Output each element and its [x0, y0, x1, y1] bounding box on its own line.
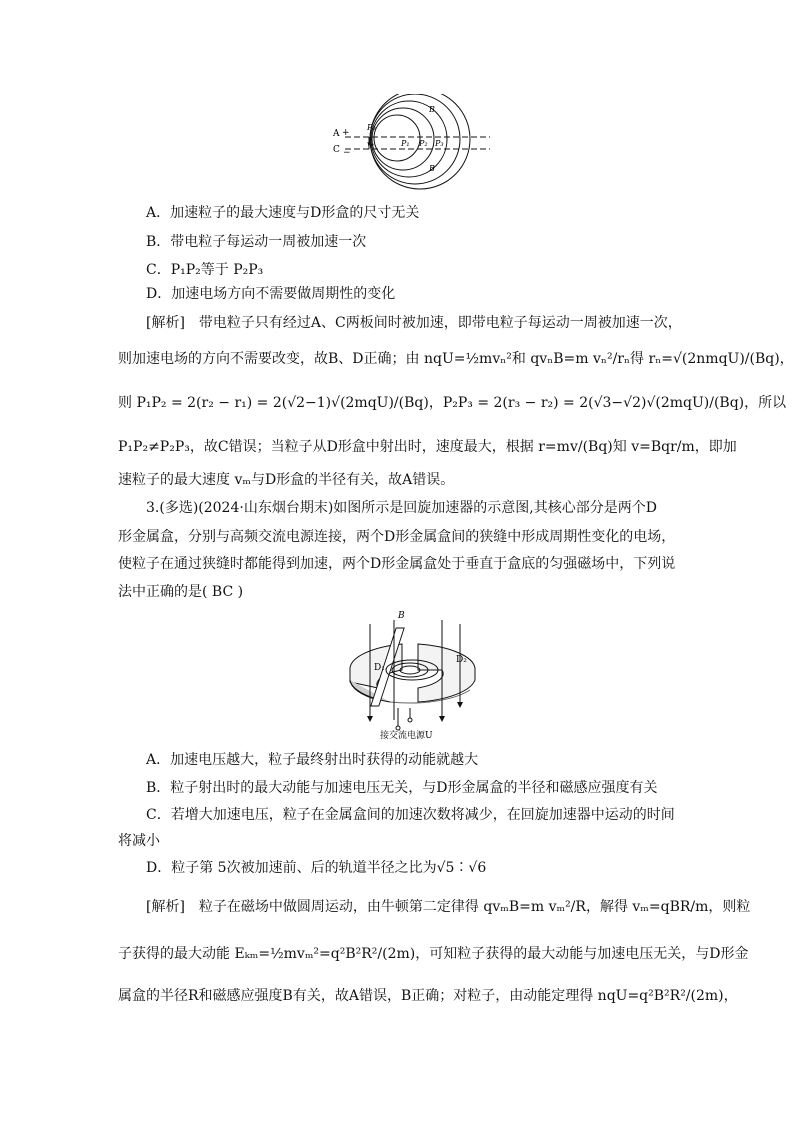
q2-analysis-line-2: 则加速电场的方向不需要改变，故B、D正确；由 nqU=½mvₙ²和 qvₙB=m vₙ²/rₙ得 rₙ=√(2nmqU)/(Bq)， — [118, 351, 794, 367]
arrow-3 — [457, 702, 463, 708]
arrow-2 — [439, 716, 445, 722]
label-plus: + — [342, 128, 350, 138]
q3-analysis-line-3: 属盒的半径R和磁感应强度B有关，故A错误，B正确；对粒子，由动能定理得 nqU=q²B²R²/(2m)， — [118, 988, 738, 1004]
label-b: B — [398, 611, 405, 621]
cyclotron-diagram — [330, 610, 490, 740]
label-b-top: B — [429, 105, 435, 114]
q2-analysis-line-1: [解析] 带电粒子只有经过A、C两板间时被加速，即带电粒子每运动一周被加速一次， — [146, 315, 682, 331]
q2-option-b: B．带电粒子每运动一周被加速一次 — [146, 234, 367, 250]
label-d1: D₁ — [374, 663, 385, 673]
q3-stem-line-4: 法中正确的是( BC ) — [118, 584, 244, 600]
q3-analysis-line-1: [解析] 粒子在磁场中做圆周运动，由牛顿第二定律得 qvₘB=m vₘ²/R，解得 vₘ=qBR/m，则粒 — [146, 899, 751, 915]
label-minus: − — [343, 148, 351, 158]
terminal-1 — [396, 726, 400, 730]
q3-stem-line-1: 3.(多选)(2024·山东烟台期末)如图所示是回旋加速器的示意图,其核心部分是两个D — [146, 500, 657, 516]
q2-analysis-line-5: 速粒子的最大速度 vₘ与D形盒的半径有关，故A错误。 — [118, 472, 455, 488]
label-a: A — [333, 129, 340, 139]
label-p3: P₃ — [435, 139, 444, 148]
spiral-1 — [400, 666, 420, 674]
q3-option-d: D．粒子第 5次被加速前、后的轨道半径之比为√5∶√6 — [146, 860, 487, 876]
q2-option-a: A．加速粒子的最大速度与D形盒的尺寸无关 — [146, 205, 420, 221]
q2-analysis-line-3: 则 P₁P₂ = 2(r₂ − r₁) = 2(√2−1)√(2mqU)/(Bq)，P₂P₃ = 2(r₃ − r₂) = 2(√3−√2)√(2mqU)/(Bq)，所以 — [118, 395, 787, 411]
q3-option-b: B．粒子射出时的最大动能与加速电压无关，与D形金属盒的半径和磁感应强度有关 — [146, 780, 658, 796]
label-p0: P₀ — [367, 123, 376, 132]
label-p2: P₂ — [419, 139, 428, 148]
q3-option-a: A．加速电压越大，粒子最终射出时获得的动能就越大 — [146, 752, 479, 768]
q3-stem-line-2: 形金属盒，分别与高频交流电源连接，两个D形金属盒间的狭缝中形成周期性变化的电场， — [118, 529, 676, 545]
q2-option-c: C．P₁P₂等于 P₂P₃ — [146, 262, 264, 278]
q3-option-c-line-2: 将减小 — [118, 833, 160, 849]
label-c: C — [333, 145, 340, 155]
terminal-2 — [408, 718, 412, 722]
q3-option-c-line-1: C．若增大加速电压，粒子在金属盒间的加速次数将减少，在回旋加速器中运动的时间 — [146, 807, 675, 823]
arrow-1 — [367, 716, 373, 722]
q3-stem-line-3: 使粒子在通过狭缝时都能得到加速，两个D形金属盒处于垂直于盒底的匀强磁场中，下列说 — [118, 556, 676, 572]
q3-analysis-line-2: 子获得的最大动能 Eₖₘ=½mvₘ²=q²B²R²/(2m)，可知粒子获得的最大动能与加速电压无关，与D形金 — [118, 946, 749, 962]
label-v0: v₀ — [367, 140, 374, 148]
q2-option-d: D．加速电场方向不需要做周期性的变化 — [146, 286, 396, 302]
label-d2: D₂ — [456, 655, 467, 665]
label-b-bottom: B — [429, 164, 435, 173]
label-p1: P₁ — [401, 139, 410, 148]
trajectory-diagram — [325, 94, 500, 194]
orbit-inner — [374, 115, 420, 161]
q2-analysis-line-4: P₁P₂≠P₂P₃，故C错误；当粒子从D形盒中射出时，速度最大，根据 r=mv/(Bq)知 v=Bqr/m，即加 — [118, 439, 737, 455]
label-caption: 接交流电源U — [380, 731, 433, 740]
